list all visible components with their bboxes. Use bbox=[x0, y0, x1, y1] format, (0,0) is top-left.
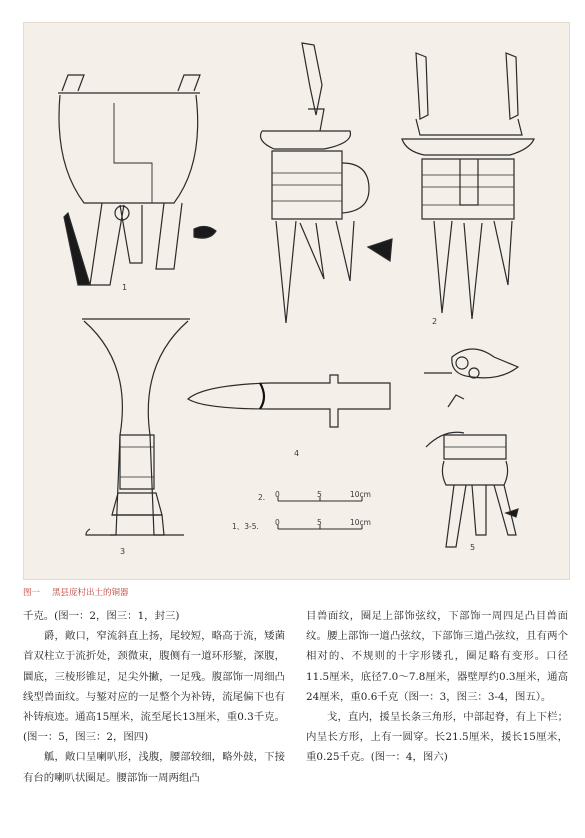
scale-tick: 0 bbox=[275, 490, 280, 499]
figure-number-1: 1 bbox=[122, 283, 128, 292]
scale-tick: 5 bbox=[317, 490, 322, 499]
paragraph-continuation: 千克。(图一：2，图三：1，封三) bbox=[23, 610, 180, 622]
paragraph-jue: 爵，敞口，窄流斜直上扬，尾较短，略高于流，矮菌首双柱立于流折处，颈微束，腹侧有一道环形錾，深腹，圜底，三棱形锥足，足尖外撇，一足残。腹部饰一周细凸线型兽面纹。与錾对应的一足整个为补铸，流尾偏下也有补铸痕迹。通高15厘米，流至尾长13厘米，重0.3千克。(图一：5，图三：2，图四) bbox=[23, 630, 285, 744]
scale-bar-label-2: 2. bbox=[258, 493, 266, 502]
figure-plate bbox=[23, 22, 570, 580]
paragraph-gu-continuation: 目兽面纹，圈足上部饰弦纹，下部饰一周四足凸目兽面纹。腰上部饰一道凸弦纹，下部饰三道凸弦纹，且有两个相对的、不规则的十字形镂孔，圈足略有变形。口径11.5厘米，底径7.0～7.8厘米，器壁厚约0.3厘米，通高24厘米，重0.6千克（图一：3，图三：3-4，图五）。 bbox=[306, 610, 568, 703]
paragraph-ge: 戈，直内，援呈长条三角形，中部起脊，有上下栏；内呈长方形，上有一圆穿。长21.5厘米，援长15厘米，重0.25千克。(图一：4，图六) bbox=[306, 711, 568, 764]
caption-text: 黑县庞村出土的铜器 bbox=[52, 588, 129, 598]
scale-tick: 5 bbox=[317, 518, 322, 527]
figure-number-3: 3 bbox=[120, 547, 126, 556]
figure-number-5: 5 bbox=[470, 543, 476, 552]
caption-label: 图一 bbox=[23, 588, 41, 598]
bronze-line-drawings bbox=[24, 23, 569, 579]
scale-tick: 10cm bbox=[350, 518, 371, 527]
text-column-right bbox=[306, 606, 568, 768]
scale-bar-label-1-3-5: 1、3-5. bbox=[232, 522, 259, 531]
figure-caption bbox=[23, 586, 129, 598]
jue-drawing-side bbox=[261, 43, 370, 323]
scale-tick: 10cm bbox=[350, 490, 371, 499]
ge-drawing bbox=[188, 375, 390, 427]
figure-number-2: 2 bbox=[432, 317, 438, 326]
figure-number-4: 4 bbox=[294, 449, 300, 458]
scale-tick: 0 bbox=[275, 518, 280, 527]
jue-drawing-front bbox=[402, 53, 534, 319]
gu-drawing bbox=[82, 319, 190, 535]
jue-small-drawing bbox=[424, 349, 518, 547]
paragraph-gu: 觚，敞口呈喇叭形，浅腹，腰部较细，略外鼓，下接有台的喇叭状圈足。腰部饰一周两组凸 bbox=[23, 751, 285, 784]
text-column-left bbox=[23, 606, 285, 788]
